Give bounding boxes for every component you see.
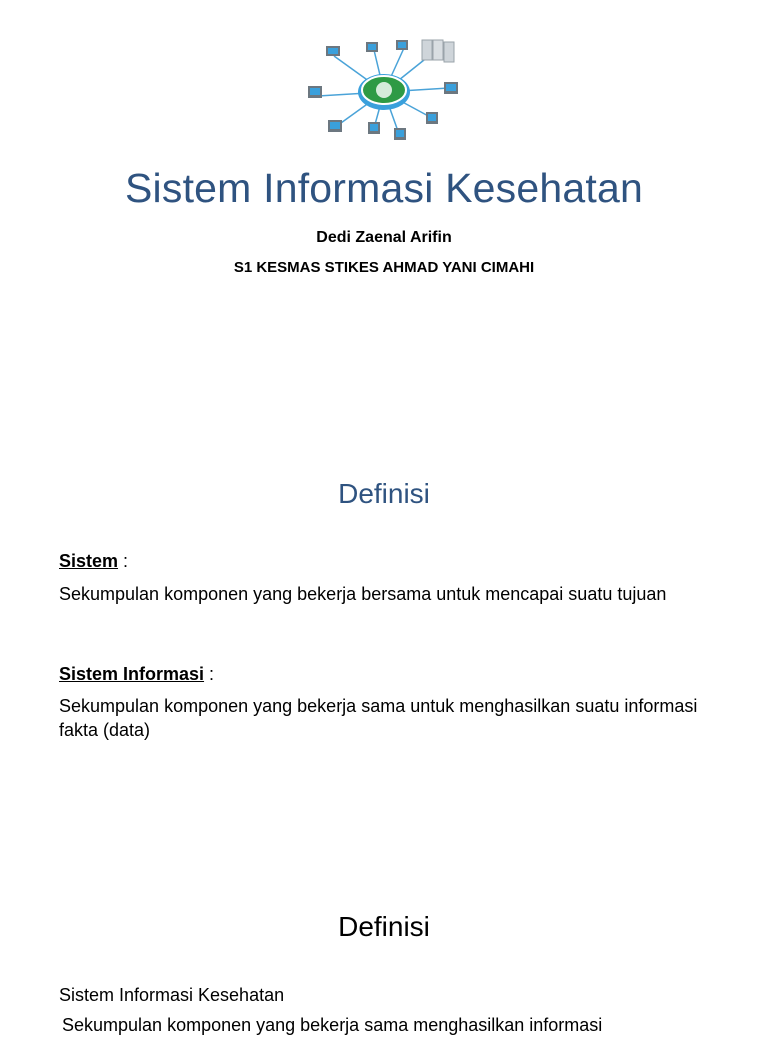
term-sistem-line <box>59 549 719 573</box>
presentation-title: Sistem Informasi Kesehatan <box>125 165 643 211</box>
term-separator: : <box>118 551 129 571</box>
definition-sistem: Sekumpulan komponen yang bekerja bersama untuk mencapai suatu tujuan <box>59 584 667 604</box>
slide3-partial-text: Sekumpulan komponen yang bekerja sama menghasilkan informasi <box>62 1015 603 1035</box>
slide2-title: Definisi <box>338 478 430 509</box>
network-logo-image <box>304 38 464 146</box>
definition-sistem-informasi: Sekumpulan komponen yang bekerja sama untuk menghasilkan suatu informasi fakta (data) <box>59 696 698 740</box>
slide3-subtitle: Sistem Informasi Kesehatan <box>59 985 285 1005</box>
institution-name: S1 KESMAS STIKES AHMAD YANI CIMAHI <box>233 259 535 276</box>
author-name: Dedi Zaenal Arifin <box>316 229 452 246</box>
slide3-title: Definisi <box>338 911 430 942</box>
term-sistem-informasi: Sistem Informasi <box>59 664 205 684</box>
term-separator: : <box>204 664 215 684</box>
term-sistem-informasi-line <box>59 662 719 686</box>
term-sistem: Sistem <box>59 551 119 571</box>
